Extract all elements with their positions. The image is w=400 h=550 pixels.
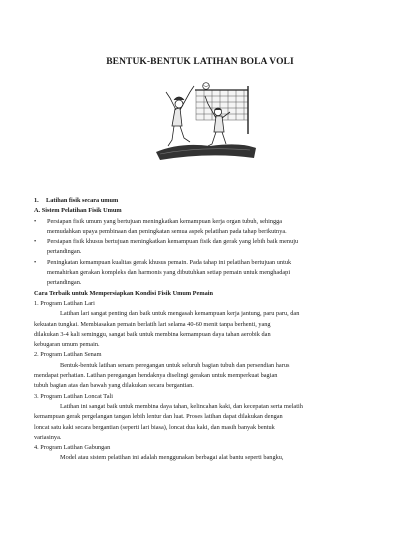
program-title: 1. Program Latihan Lari xyxy=(34,299,95,307)
subsection-a: A. Sistem Pelatihan Fisik Umum xyxy=(34,207,122,215)
program-text: tubuh bagian atas dan bawah yang dilakukan secara bergantian. xyxy=(34,382,194,390)
program-text: dilakukan 3-4 kali seminggu, sangat baik untuk membina kemampuan daya tahan aerobik dan xyxy=(34,330,271,338)
program-title: 2. Program Latihan Senam xyxy=(34,351,102,359)
program-text: loncat satu kaki secara bergantian (seperti lari biasa), loncat dua kaki, dan masih banyak bentuk xyxy=(34,423,275,431)
program-text: Latihan ini sangat baik untuk membina daya tahan, kelincahan kaki, dan kecepatan serta melatih xyxy=(60,402,303,410)
program-text: Bentuk-bentuk latihan senam peregangan untuk seluruh bagian tubuh dan persendian harus xyxy=(60,361,290,369)
program-title: 4. Program Latihan Gabungan xyxy=(34,444,111,452)
program-text: variasinya. xyxy=(34,433,62,441)
program-text: kemampuan gerak pergelangan tangan lebih lentur dan luat. Proses latihan dapat dilakukan dengan xyxy=(34,413,283,421)
program-text: Model atau sistem pelatihan ini adalah menggunakan berbagai alat bantu seperti bangku, xyxy=(60,454,284,462)
list-item: • Peningkatan kemampuan kualitas gerak khusus pemain. Pada tahap ini pelatihan bertujuan untuk memahirkan gerakan kompleks dan harmonis yang dibutuhkan setiap pemain untuk menghadapi pertandingan. xyxy=(34,258,292,287)
page-title: BENTUK-BENTUK LATIHAN BOLA VOLI xyxy=(106,57,294,67)
subsection-b: Cara Terbaik untuk Mempersiapkan Kondisi Fisik Umum Pemain xyxy=(34,289,213,297)
program-text: kekuatan tungkai. Membiasakan pemain berlatih lari selama 40-60 menit tanpa berhenti, yang xyxy=(34,320,271,328)
document-body xyxy=(34,196,370,464)
program-title: 3. Program Latihan Loncat Tali xyxy=(34,392,114,400)
section-heading: 1. Latihan fisik secara umum xyxy=(34,197,119,204)
program-text: kebugaran umum pemain. xyxy=(34,341,100,349)
volleyball-players-icon xyxy=(150,82,260,164)
list-item: • Persiapan fisik khusus bertujuan meningkatkan kemampuan fisik dan gerak yang lebih baik menuju pertandingan. xyxy=(34,238,299,256)
list-item: • Persiapan fisik umum yang bertujuan meningkatkan kemampuan kerja organ tubuh, sehingga memudahkan upaya pembinaan dan peningkatan semua aspek pelatihan pada tahap berikutnya. xyxy=(34,217,287,235)
program-text: Latihan lari sangat penting dan baik untuk mengasah kemampuan kerja jantung, paru paru, dan xyxy=(60,310,300,318)
program-text: mendapat perhatian. Latihan peregangan hendaknya diselingi gerakan untuk memperkuat bagian xyxy=(34,372,278,380)
